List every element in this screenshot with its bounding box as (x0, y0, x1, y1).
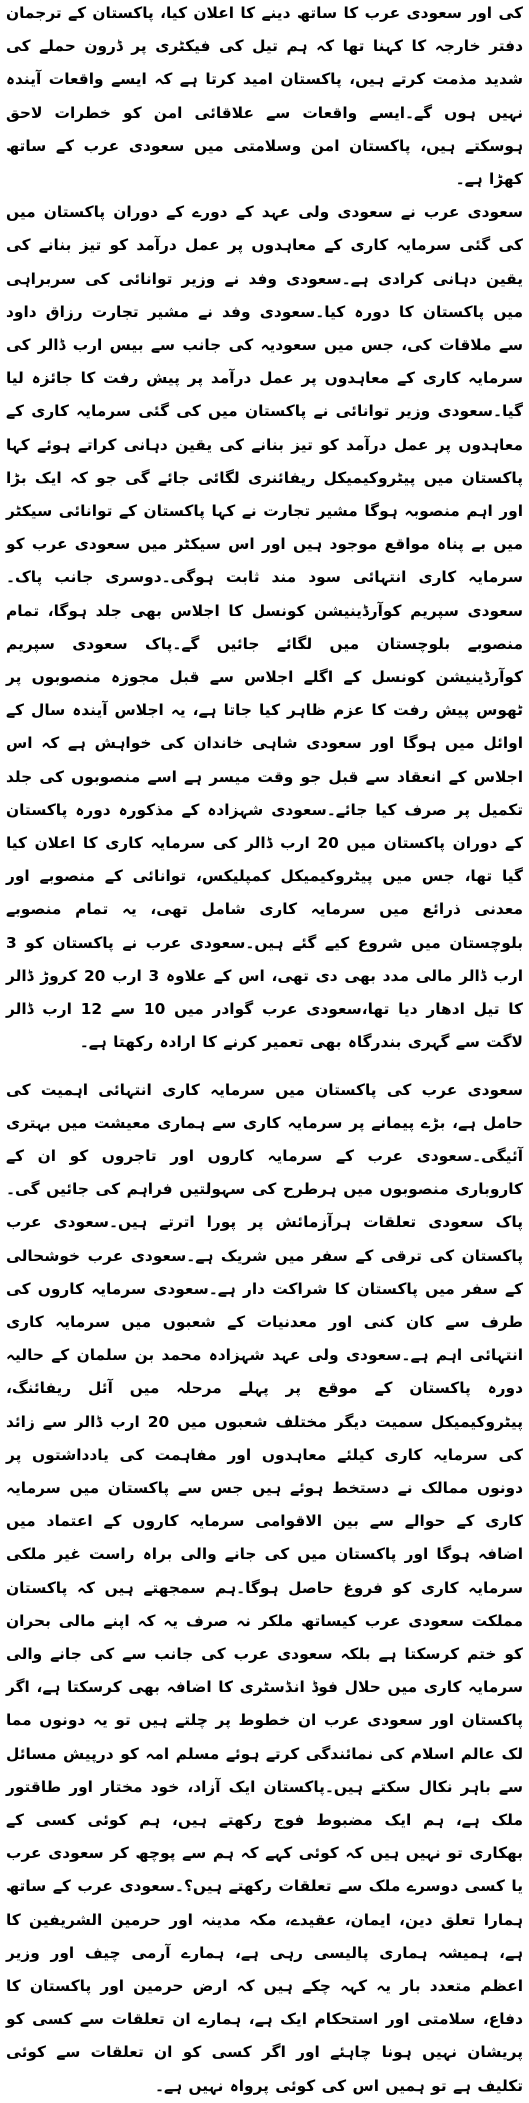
paragraph-investment-importance: سعودی عرب کی پاکستان میں سرمایہ کاری انتہائی اہمیت کی حامل ہے، بڑے پیمانے پر سرمایہ کاری سے ہماری معیشت میں بہتری آئیگی۔سعودی عرب کے سرمایہ کاروں اور تاجروں کو ان کے کاروباری منصوبوں میں ہرطرح کی سہولتیں فراہم کی جائیں گی۔پاک سعودی تعلقات ہرآزمائش پر پورا اترتے ہیں۔سعودی عرب پاکستان کی ترقی کے سفر میں شریک ہے۔سعودی عرب خوشحالی کے سفر میں پاکستان کا شراکت دار ہے۔سعودی سرمایہ کاروں کی طرف سے کان کنی اور معدنیات کے شعبوں میں سرمایہ کاری انتہائی اہم ہے۔سعودی ولی عہد شہزادہ محمد بن سلمان کے حالیہ دورہ پاکستان کے موقع پر پہلے مرحلہ میں آئل ریفائنگ، پیٹروکیمیکل سمیت دیگر مختلف شعبوں میں 20 ارب ڈالر سے زائد کی سرمایہ کاری کیلئے معاہدوں اور مفاہمت کی یادداشتوں پر دونوں ممالک نے دستخط ہوئے ہیں جس سے پاکستان میں سرمایہ کاری کے حوالے سے بین الاقوامی سرمایہ کاروں کے اعتماد میں اضافہ ہوگا اور پاکستان میں کی جانے والی براہ راست غیر ملکی سرمایہ کاری کو فروغ حاصل ہوگا۔ہم سمجھتے ہیں کہ پاکستان مملکت سعودی عرب کیساتھ ملکر نہ صرف یہ کہ اپنے مالی بحران کو ختم کرسکتا ہے بلکہ سعودی عرب کی جانب سے کی جانے والی سرمایہ کاری میں حلال فوڈ انڈسٹری کا اضافہ بھی کرسکتا ہے، اگر پاکستان اور سعودی عرب ان خطوط پر چلتے ہیں تو یہ دونوں مما لک عالم اسلام کی نمائندگی کرتے ہوئے مسلم امہ کو درپیش مسائل سے باہر نکال سکتے ہیں۔پاکستان ایک آزاد، خود مختار اور طاقتور ملک ہے، ہم ایک مضبوط فوج رکھتے ہیں، ہم کوئی کسی کے بھکاری تو نہیں ہیں کہ کوئی کہے کہ ہم سے پوچھ کر سعودی عرب یا کسی دوسرے ملک سے تعلقات رکھتے ہیں؟۔سعودی عرب کے ساتھ ہمارا تعلق دین، ایمان، عقیدے، مکہ مدینہ اور حرمین الشریفین کا ہے، ہمیشہ ہماری پالیسی رہی ہے، ہمارے آرمی چیف اور وزیر اعظم متعدد بار یہ کہہ چکے ہیں کہ ارض حرمین اور پاکستان کا دفاع، سلامتی اور استحکام ایک ہے، ہمارے ان تعلقات سے کسی کو پریشان نہیں ہونا چاہئے اور اگر کسی کو ان تعلقات سے کوئی تکلیف ہے تو ہمیں اس کی کوئی پرواہ نہیں ہے۔ (6, 1080, 523, 2095)
paragraph-investment-agreements: سعودی عرب نے سعودی ولی عہد کے دورے کے دوران پاکستان میں کی گئی سرمایہ کاری کے معاہدوں پر عمل درآمد کو تیز بنانے کی یقین دہانی کرادی ہے۔سعودی وفد نے وزیر توانائی کی سربراہی میں پاکستان کا دورہ کیا۔سعودی وفد نے مشیر تجارت رزاق داود سے ملاقات کی، جس میں سعودیہ کی جانب سے بیس ارب ڈالر کی سرمایہ کاری کے معاہدوں پر عمل درآمد پر پیش رفت کا جائزہ لیا گیا۔سعودی وزیر توانائی نے پاکستان میں کی گئی سرمایہ کاری کے معاہدوں پر عمل درآمد کو تیز بنانے کی یقین دہانی کراتے ہوئے کہا پاکستان میں پیٹروکیمیکل ریفائنری لگائی جائے گی جو کہ ایک بڑا اور اہم منصوبہ ہوگا مشیر تجارت نے کہا پاکستان کے توانائی سیکٹر میں بے پناہ مواقع موجود ہیں اور اس سیکٹر میں سعودی عرب کو سرمایہ کاری انتہائی سود مند ثابت ہوگی۔دوسری جانب پاک۔سعودی سپریم کوآرڈینیشن کونسل کا اجلاس بھی جلد ہوگا، تمام منصوبے بلوچستان میں لگائے جائیں گے۔پاک سعودی سپریم کوآرڈینیشن کونسل کے اگلے اجلاس سے قبل مجوزہ منصوبوں پر ٹھوس پیش رفت کا عزم ظاہر کیا جاتا ہے، یہ اجلاس آیندہ سال کے اوائل میں ہوگا اور سعودی شاہی خاندان کی خواہش ہے کہ اس اجلاس کے انعقاد سے قبل جو وقت میسر ہے اسے منصوبوں کی جلد تکمیل پر صرف کیا جائے۔سعودی شہزادہ کے مذکورہ دورہ پاکستان کے دوران پاکستان میں 20 ارب ڈالر کی سرمایہ کاری کا اعلان کیا گیا تھا، جس میں پیٹروکیمیکل کمپلیکس، توانائی کے منصوبے اور معدنی ذرائع میں سرمایہ کاری شامل تھی، یہ تمام منصوبے بلوچستان میں شروع کیے گئے ہیں۔سعودی عرب نے پاکستان کو 3 ارب ڈالر مالی مدد بھی دی تھی، اس کے علاوہ 3 ارب 20 کروڑ ڈالر کا تیل ادھار دیا تھا،سعودی عرب گوادر میں 10 سے 12 ارب ڈالر لاگت سے گہری بندرگاہ بھی تعمیر کرنے کا ارادہ رکھتا ہے۔ (6, 203, 523, 1052)
paragraph-saudi-support: کی اور سعودی عرب کا ساتھ دینے کا اعلان کیا، پاکستان کے ترجمان دفتر خارجہ کا کہنا تھا کہ ہم تیل کی فیکٹری پر ڈرون حملے کی شدید مذمت کرتے ہیں، پاکستان امید کرتا ہے کہ ایسے واقعات آیندہ نہیں ہوں گے۔ایسے واقعات سے علاقائی امن کو خطرات لاحق ہوسکتے ہیں، پاکستان امن وسلامتی میں سعودی عرب کے ساتھ کھڑا ہے۔ (6, 4, 523, 189)
article-body (6, 0, 523, 2103)
